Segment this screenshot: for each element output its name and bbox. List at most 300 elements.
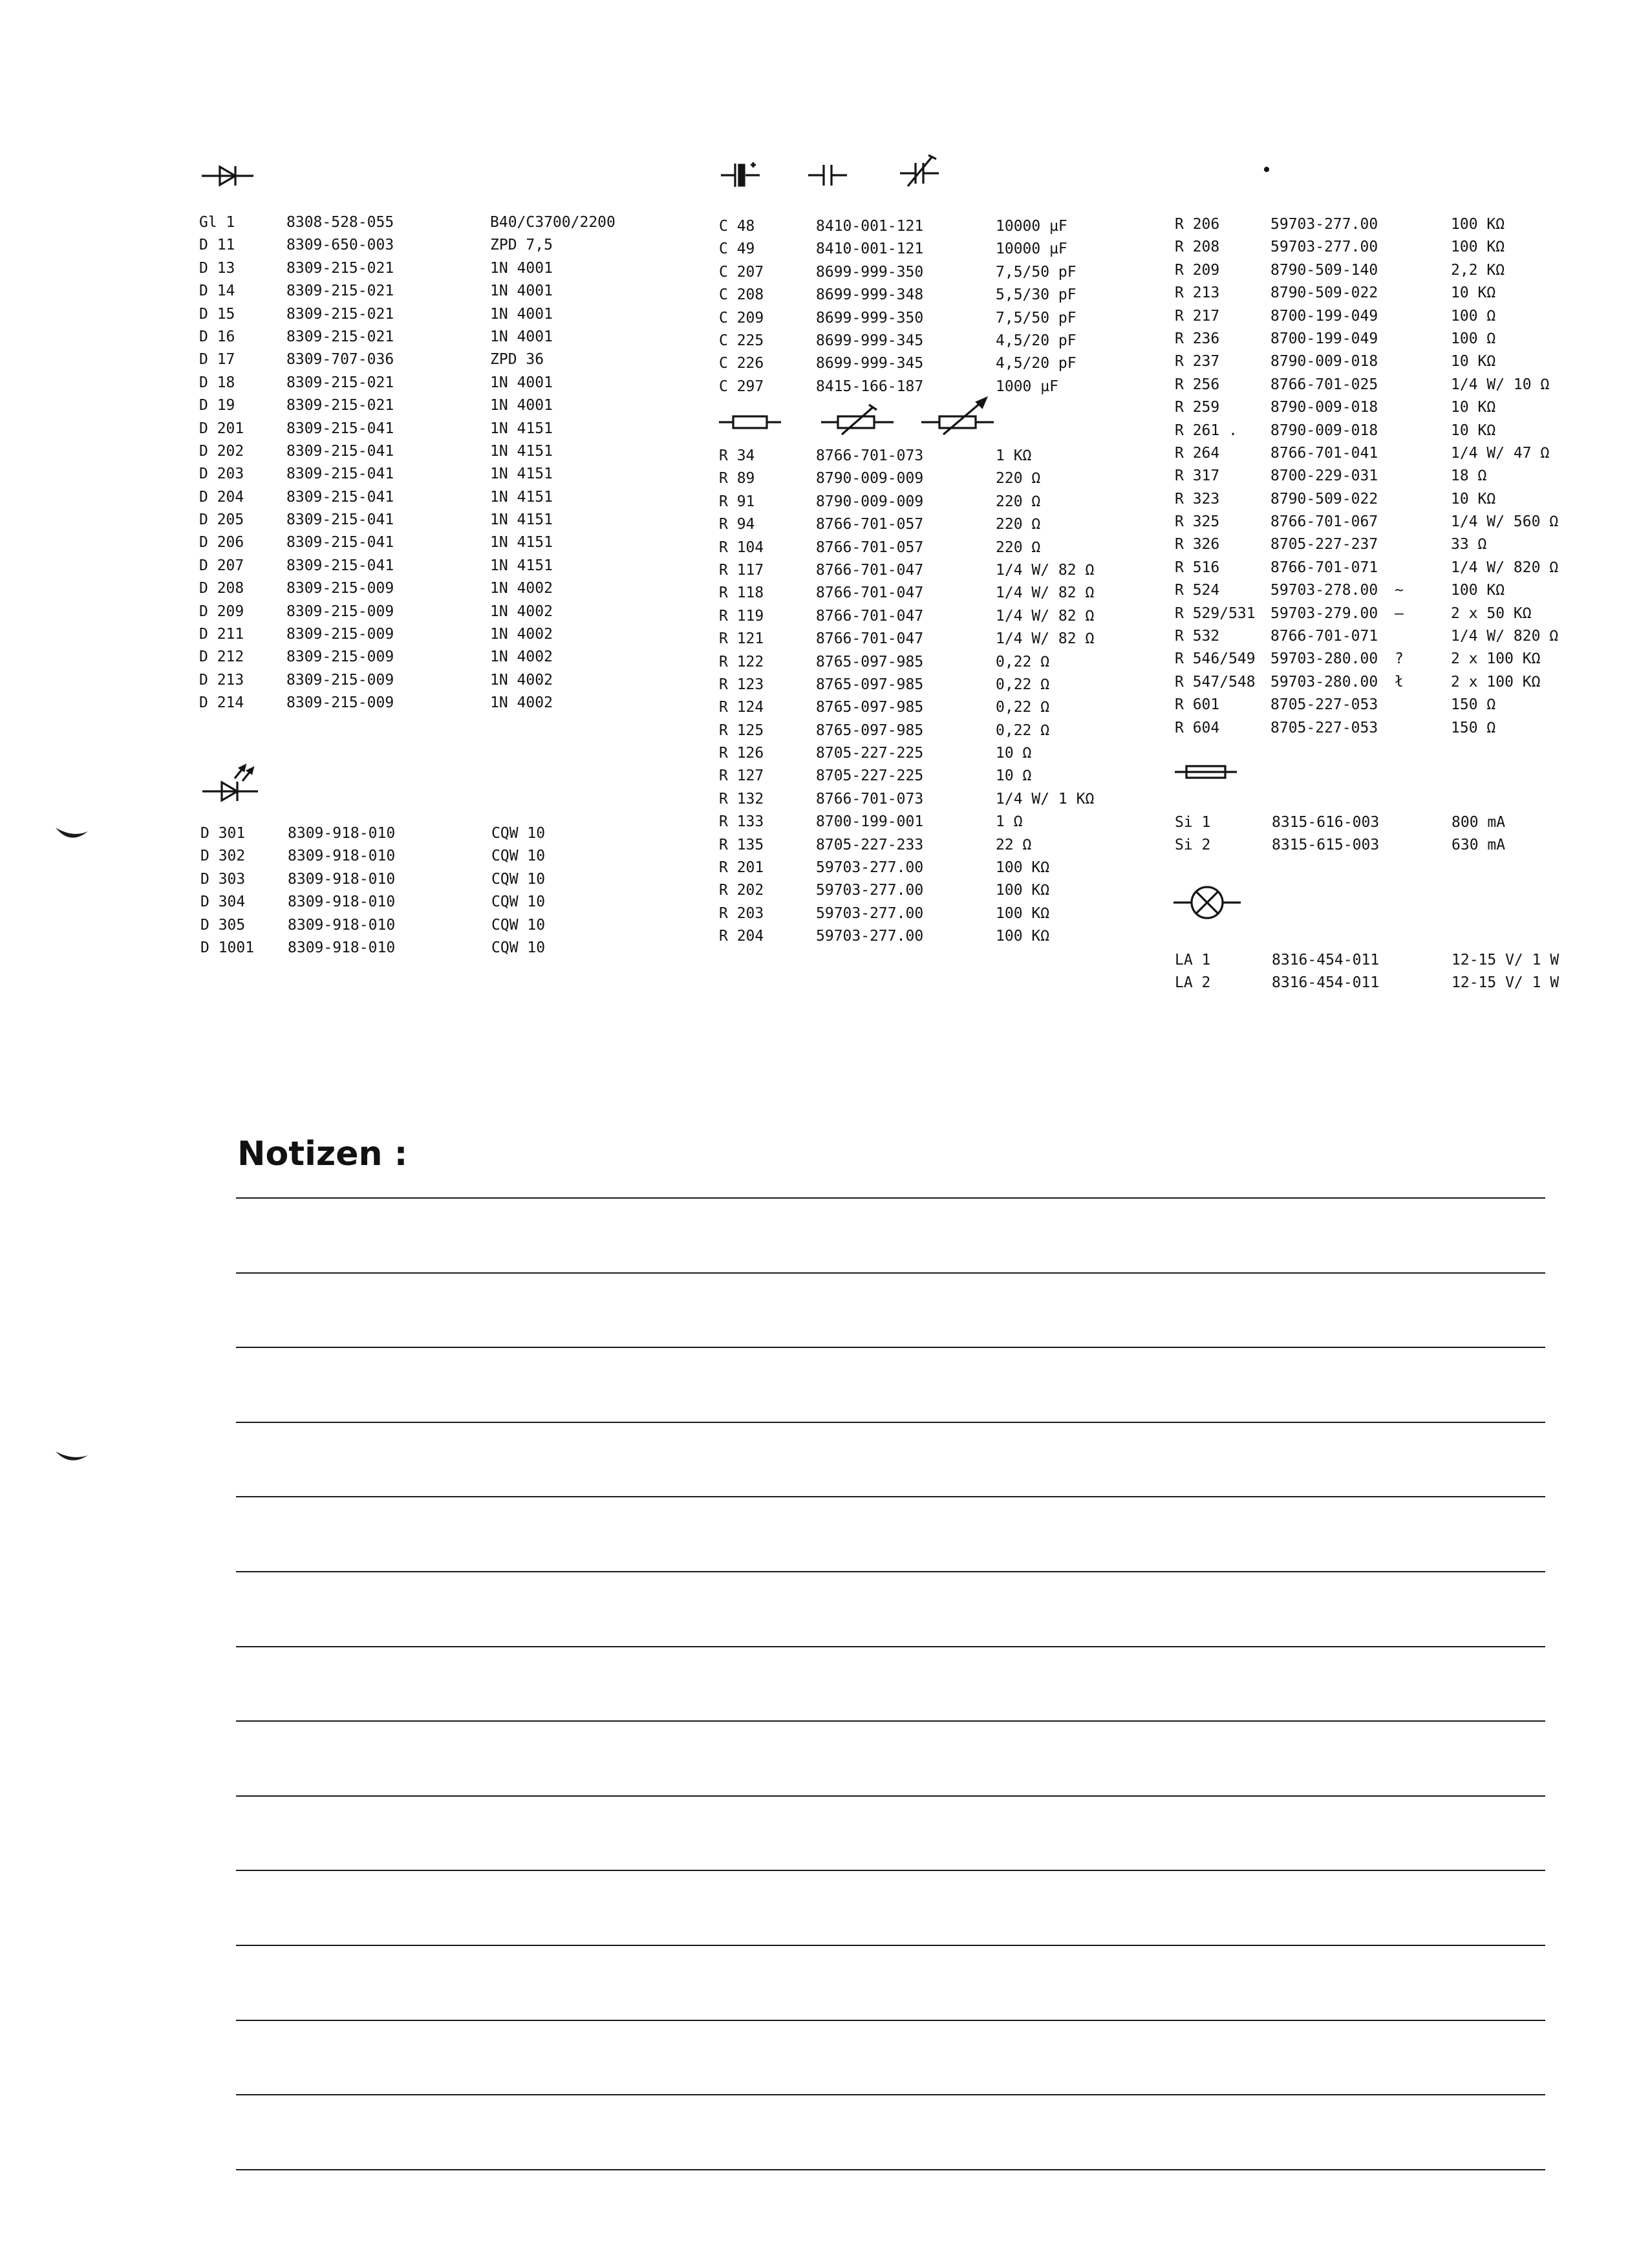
value: 1N 4151 [490, 511, 553, 529]
value: 10000 µF [996, 218, 1067, 235]
ref-designator: D 206 [199, 534, 244, 551]
note-line [236, 1571, 1545, 1572]
value: 1/4 W/ 82 Ω [996, 561, 1095, 579]
ref-designator: R 118 [719, 584, 764, 602]
part-number: 8765-097-985 [816, 653, 924, 670]
parts-row [1175, 533, 1563, 556]
note-line [236, 1945, 1545, 1946]
value: 12-15 V/ 1 W [1452, 974, 1559, 992]
ref-designator: R 124 [719, 699, 764, 716]
parts-row [719, 720, 1120, 742]
parts-row [199, 326, 639, 348]
ref-designator: C 49 [719, 241, 755, 258]
parts-row [199, 348, 639, 371]
parts-row [1175, 328, 1563, 350]
note-line [236, 1347, 1545, 1348]
ref-designator: R 236 [1175, 330, 1220, 347]
ref-designator: D 303 [200, 870, 246, 888]
part-number: 8705-227-225 [816, 745, 924, 762]
ref-designator: D 302 [200, 848, 246, 865]
ref-designator: C 208 [719, 286, 764, 304]
ref-designator: D 305 [200, 916, 246, 934]
part-number: 8790-509-140 [1270, 261, 1378, 279]
part-number: 8309-918-010 [288, 825, 396, 842]
value: 220 Ω [996, 493, 1041, 510]
parts-row [199, 303, 639, 326]
parts-row [719, 467, 1120, 490]
part-number: 8309-918-010 [288, 916, 396, 934]
diode-symbol [202, 163, 253, 189]
variable-resistor-symbol [921, 396, 996, 437]
note-mark: 100 Ω [1451, 330, 1496, 347]
part-number: 8766-701-047 [816, 607, 924, 625]
parts-row [719, 559, 1120, 582]
part-number: 8699-999-348 [816, 286, 924, 304]
ref-designator: R 325 [1175, 513, 1220, 531]
ref-designator: R 91 [719, 493, 755, 510]
part-number: 8309-215-009 [286, 648, 394, 666]
ref-designator: R 237 [1175, 353, 1220, 370]
parts-row [199, 601, 639, 623]
value: 1N 4002 [490, 694, 553, 712]
parts-row [200, 868, 562, 891]
parts-row [199, 692, 639, 714]
note-line [236, 2169, 1545, 2170]
part-number: 8766-701-047 [816, 561, 924, 579]
value: 7,5/50 pF [996, 263, 1077, 281]
part-number: 8308-528-055 [286, 214, 394, 231]
parts-row [719, 352, 1081, 375]
ref-designator: R 601 [1175, 696, 1220, 714]
parts-row [199, 555, 639, 577]
ref-designator: C 48 [719, 218, 755, 235]
note-line [236, 2094, 1545, 2095]
value: 10 Ω [996, 745, 1032, 762]
part-number: 8700-229-031 [1270, 467, 1378, 485]
value: 4,5/20 pF [996, 332, 1077, 349]
ref-designator: R 213 [1175, 284, 1220, 302]
value: CQW 10 [491, 916, 546, 934]
note-mark: 100 KΩ [1451, 582, 1505, 599]
value: 1N 4001 [490, 328, 553, 345]
value: 1N 4151 [490, 557, 553, 574]
ref-designator: LA 2 [1175, 974, 1211, 992]
value: 5,5/30 pF [996, 286, 1077, 304]
value: 800 mA [1452, 814, 1506, 831]
ref-designator: R 127 [719, 767, 764, 785]
parts-row [1175, 282, 1563, 305]
parts-row [199, 234, 639, 257]
parts-row [199, 211, 639, 234]
variable-capacitor-symbol [900, 153, 941, 189]
value: 10 Ω [996, 767, 1032, 785]
value: 1N 4001 [490, 397, 553, 414]
parts-row [199, 509, 639, 531]
ref-designator: LA 1 [1175, 952, 1211, 968]
part-number: 8309-215-041 [286, 511, 394, 529]
ref-designator: D 15 [199, 305, 235, 323]
capacitor-parts-table [719, 215, 1081, 398]
lamp-parts-table [1175, 949, 1563, 995]
part-number: 8705-227-053 [1270, 696, 1378, 714]
note-line [236, 1870, 1545, 1871]
value: CQW 10 [491, 848, 546, 865]
parts-row [719, 513, 1120, 536]
part-number: 8766-701-057 [816, 539, 924, 556]
parts-row [199, 486, 639, 509]
part-number: 8790-009-018 [1270, 399, 1378, 416]
value: 1N 4151 [490, 488, 553, 506]
part-number: 8309-707-036 [286, 351, 394, 369]
ref-designator: C 226 [719, 355, 764, 372]
value: ? [1395, 650, 1404, 668]
note-line [236, 1272, 1545, 1274]
value: 1000 µF [996, 378, 1058, 395]
parts-row [1175, 557, 1563, 579]
parts-row [719, 651, 1120, 674]
ref-designator: R 604 [1175, 719, 1220, 736]
value: 0,22 Ω [996, 676, 1050, 693]
parts-row [1175, 511, 1563, 533]
note-mark: 2 x 100 KΩ [1451, 650, 1541, 668]
parts-row [719, 834, 1120, 857]
binder-mark [53, 1445, 89, 1471]
value: ZPD 7,5 [490, 237, 553, 254]
parts-row [719, 742, 1120, 765]
parts-row [199, 280, 639, 303]
value: 100 KΩ [996, 928, 1050, 945]
note-mark: 1/4 W/ 47 Ω [1451, 444, 1550, 462]
value: 1N 4001 [490, 374, 553, 391]
ref-designator: R 203 [719, 904, 764, 922]
resistor-parts-table-right [1175, 213, 1563, 740]
part-number: 8766-701-025 [1270, 376, 1378, 393]
parts-row [719, 674, 1120, 696]
ref-designator: R 259 [1175, 399, 1220, 416]
capacitor-symbol [808, 160, 847, 191]
binder-mark [53, 820, 89, 848]
note-mark: 1/4 W/ 820 Ω [1451, 628, 1559, 645]
part-number: 8700-199-049 [1270, 330, 1378, 347]
parts-row [1175, 811, 1563, 834]
note-mark: 1/4 W/ 820 Ω [1451, 559, 1559, 576]
parts-row [199, 577, 639, 600]
parts-row [199, 669, 639, 692]
value: 1/4 W/ 1 KΩ [996, 790, 1095, 808]
note-line [236, 1422, 1545, 1423]
value: 1N 4001 [490, 259, 553, 277]
note-mark: 100 KΩ [1451, 216, 1505, 233]
parts-row [1175, 420, 1563, 442]
parts-row [1175, 972, 1563, 994]
value: CQW 10 [491, 825, 546, 842]
note-mark: 10 KΩ [1451, 399, 1496, 416]
ref-designator: R 204 [719, 928, 764, 945]
ref-designator: R 123 [719, 676, 764, 693]
note-mark: 1/4 W/ 10 Ω [1451, 376, 1550, 393]
ref-designator: Si 1 [1175, 814, 1211, 831]
parts-row [1175, 671, 1563, 694]
value: 0,22 Ω [996, 699, 1050, 716]
parts-row [719, 903, 1120, 925]
lamp-symbol [1173, 883, 1241, 922]
ref-designator: D 16 [199, 328, 235, 345]
note-mark: 33 Ω [1451, 536, 1487, 553]
ref-designator: R 126 [719, 745, 764, 762]
ref-designator: R 202 [719, 882, 764, 899]
ref-designator: D 208 [199, 580, 244, 597]
part-number: 8410-001-121 [816, 218, 924, 235]
parts-row [719, 261, 1081, 284]
ref-designator: D 14 [199, 283, 235, 300]
parts-row [1175, 603, 1563, 625]
parts-row [719, 491, 1120, 513]
trimmer-resistor-symbol [821, 401, 894, 437]
ref-designator: D 1001 [200, 939, 255, 956]
part-number: 8705-227-225 [816, 767, 924, 785]
ref-designator: R 547/548 [1175, 673, 1256, 690]
parts-row [719, 330, 1081, 352]
note-mark: 18 Ω [1451, 467, 1487, 485]
parts-row [1175, 465, 1563, 487]
note-mark: 2 x 100 KΩ [1451, 673, 1541, 690]
note-mark: 2 x 50 KΩ [1451, 604, 1532, 622]
ref-designator: R 201 [719, 859, 764, 877]
part-number: 8309-215-041 [286, 420, 394, 437]
parts-row [719, 788, 1120, 811]
ref-designator: R 323 [1175, 490, 1220, 508]
parts-row [719, 605, 1120, 628]
value: CQW 10 [491, 939, 546, 956]
part-number: 8309-215-041 [286, 534, 394, 551]
value: 1N 4002 [490, 648, 553, 666]
parts-row [200, 822, 562, 845]
parts-row [200, 937, 562, 959]
parts-row [719, 238, 1081, 261]
value: 12-15 V/ 1 W [1452, 952, 1559, 968]
note-mark: 1/4 W/ 560 Ω [1451, 513, 1559, 531]
part-number: 8309-215-009 [286, 603, 394, 620]
value: 1N 4002 [490, 671, 553, 689]
ref-designator: R 529/531 [1175, 604, 1256, 622]
ref-designator: R 516 [1175, 559, 1220, 576]
ref-designator: R 125 [719, 722, 764, 739]
part-number: 8309-215-009 [286, 671, 394, 689]
electrolytic-capacitor-symbol [721, 160, 767, 191]
value: 100 KΩ [996, 882, 1050, 899]
value: 1/4 W/ 82 Ω [996, 607, 1095, 625]
part-number: 8309-918-010 [288, 848, 396, 865]
note-line [236, 1496, 1545, 1497]
value: 1N 4002 [490, 626, 553, 643]
part-number: 8315-616-003 [1272, 814, 1380, 831]
ref-designator: C 297 [719, 378, 764, 395]
part-number: 8765-097-985 [816, 676, 924, 693]
part-number: 8309-215-041 [286, 465, 394, 483]
ref-designator: D 207 [199, 557, 244, 574]
part-number: 8766-701-041 [1270, 444, 1378, 462]
part-number: 8766-701-073 [816, 447, 924, 464]
value: 1 Ω [996, 813, 1023, 831]
part-number: 8705-227-237 [1270, 536, 1378, 553]
ref-designator: R 34 [719, 447, 755, 464]
parts-row [1175, 579, 1563, 602]
parts-row [719, 857, 1120, 879]
parts-row [719, 582, 1120, 604]
part-number: 8309-215-021 [286, 283, 394, 300]
part-number: 8790-009-018 [1270, 422, 1378, 439]
parts-row [719, 284, 1081, 306]
ref-designator: R 317 [1175, 467, 1220, 485]
value: 220 Ω [996, 539, 1041, 556]
part-number: 59703-280.00 [1270, 673, 1378, 690]
parts-row [719, 215, 1081, 238]
value: 1N 4002 [490, 580, 553, 597]
ref-designator: D 212 [199, 648, 244, 666]
part-number: 8766-701-047 [816, 584, 924, 602]
value: 1N 4151 [490, 442, 553, 460]
fuse-symbol [1175, 763, 1237, 781]
ref-designator: D 213 [199, 671, 244, 689]
parts-row [1175, 305, 1563, 328]
parts-row [1175, 834, 1563, 857]
note-mark: 150 Ω [1451, 696, 1496, 714]
ref-designator: D 205 [199, 511, 244, 529]
part-number: 59703-280.00 [1270, 650, 1378, 668]
parts-row [1175, 374, 1563, 396]
ref-designator: D 214 [199, 694, 244, 712]
part-number: 8309-215-021 [286, 374, 394, 391]
note-mark: 10 KΩ [1451, 422, 1496, 439]
value: 1 KΩ [996, 447, 1032, 464]
note-mark: 10 KΩ [1451, 284, 1496, 302]
led-parts-table [200, 822, 562, 959]
value: ł [1395, 673, 1404, 690]
value: 0,22 Ω [996, 653, 1050, 670]
part-number: 8705-227-233 [816, 836, 924, 853]
parts-row [199, 623, 639, 646]
ref-designator: D 304 [200, 893, 246, 911]
fuse-parts-table [1175, 811, 1563, 857]
value: 1N 4001 [490, 305, 553, 323]
parts-row [199, 646, 639, 669]
ref-designator: D 203 [199, 465, 244, 483]
parts-row [1175, 236, 1563, 259]
parts-row [719, 879, 1120, 902]
note-line [236, 1795, 1545, 1797]
value: 1/4 W/ 82 Ω [996, 630, 1095, 648]
part-number: 8790-509-022 [1270, 490, 1378, 508]
value: 1N 4151 [490, 534, 553, 551]
value: ~ [1395, 582, 1404, 599]
note-mark: 10 KΩ [1451, 490, 1496, 508]
parts-row [1175, 648, 1563, 670]
ref-designator: R 206 [1175, 216, 1220, 233]
ref-designator: R 261 . [1175, 422, 1238, 439]
ref-designator: R 135 [719, 836, 764, 853]
value: 1N 4151 [490, 420, 553, 437]
ref-designator: D 19 [199, 397, 235, 414]
ref-designator: R 264 [1175, 444, 1220, 462]
note-line [236, 1197, 1545, 1199]
note-mark: 100 KΩ [1451, 239, 1505, 256]
parts-row [199, 257, 639, 280]
ref-designator: Gl 1 [199, 214, 235, 231]
part-number: 8699-999-345 [816, 355, 924, 372]
ref-designator: R 121 [719, 630, 764, 648]
ref-designator: D 18 [199, 374, 235, 391]
ref-designator: R 326 [1175, 536, 1220, 553]
ref-designator: R 94 [719, 516, 755, 533]
note-mark: 100 Ω [1451, 307, 1496, 325]
ref-designator: R 217 [1175, 307, 1220, 325]
part-number: 59703-277.00 [816, 859, 924, 877]
parts-row [1175, 396, 1563, 419]
parts-row [199, 531, 639, 554]
value: 1N 4001 [490, 283, 553, 300]
parts-row [719, 628, 1120, 650]
parts-row [200, 891, 562, 914]
ref-designator: R 104 [719, 539, 764, 556]
value: 100 KΩ [996, 859, 1050, 877]
ref-designator: C 225 [719, 332, 764, 349]
note-line [236, 1720, 1545, 1722]
part-number: 8315-615-003 [1272, 837, 1380, 854]
part-number: 8309-215-041 [286, 442, 394, 460]
value: 22 Ω [996, 836, 1032, 853]
ref-designator: R 209 [1175, 261, 1220, 279]
value: 10000 µF [996, 241, 1067, 258]
ref-designator: D 11 [199, 237, 235, 254]
ref-designator: D 211 [199, 626, 244, 643]
part-number: 59703-277.00 [816, 928, 924, 945]
part-number: 8415-166-187 [816, 378, 924, 395]
parts-row [1175, 717, 1563, 740]
part-number: 59703-277.00 [816, 904, 924, 922]
ref-designator: D 204 [199, 488, 244, 506]
parts-row [1175, 488, 1563, 511]
value: 1N 4151 [490, 465, 553, 483]
ref-designator: R 119 [719, 607, 764, 625]
ref-designator: D 202 [199, 442, 244, 460]
value: 4,5/20 pF [996, 355, 1077, 372]
parts-row [199, 463, 639, 486]
value: 630 mA [1452, 837, 1506, 854]
value: 220 Ω [996, 470, 1041, 487]
part-number: 8700-199-049 [1270, 307, 1378, 325]
parts-row [200, 845, 562, 868]
ref-designator: Si 2 [1175, 837, 1211, 854]
ref-designator: D 209 [199, 603, 244, 620]
parts-row [199, 418, 639, 440]
parts-row [199, 440, 639, 463]
ref-designator: R 122 [719, 653, 764, 670]
parts-row [719, 445, 1120, 467]
parts-row [1175, 350, 1563, 373]
value: B40/C3700/2200 [490, 214, 616, 231]
notes-title: Notizen : [237, 1135, 408, 1173]
part-number: 8316-454-011 [1272, 974, 1380, 992]
part-number: 8309-918-010 [288, 870, 396, 888]
ref-designator: D 201 [199, 420, 244, 437]
part-number: 8790-009-009 [816, 470, 924, 487]
parts-row [719, 537, 1120, 559]
led-symbol [202, 760, 262, 804]
part-number: 8309-215-021 [286, 305, 394, 323]
resistor-parts-table-mid [719, 445, 1120, 948]
value: CQW 10 [491, 870, 546, 888]
parts-row [1175, 213, 1563, 236]
